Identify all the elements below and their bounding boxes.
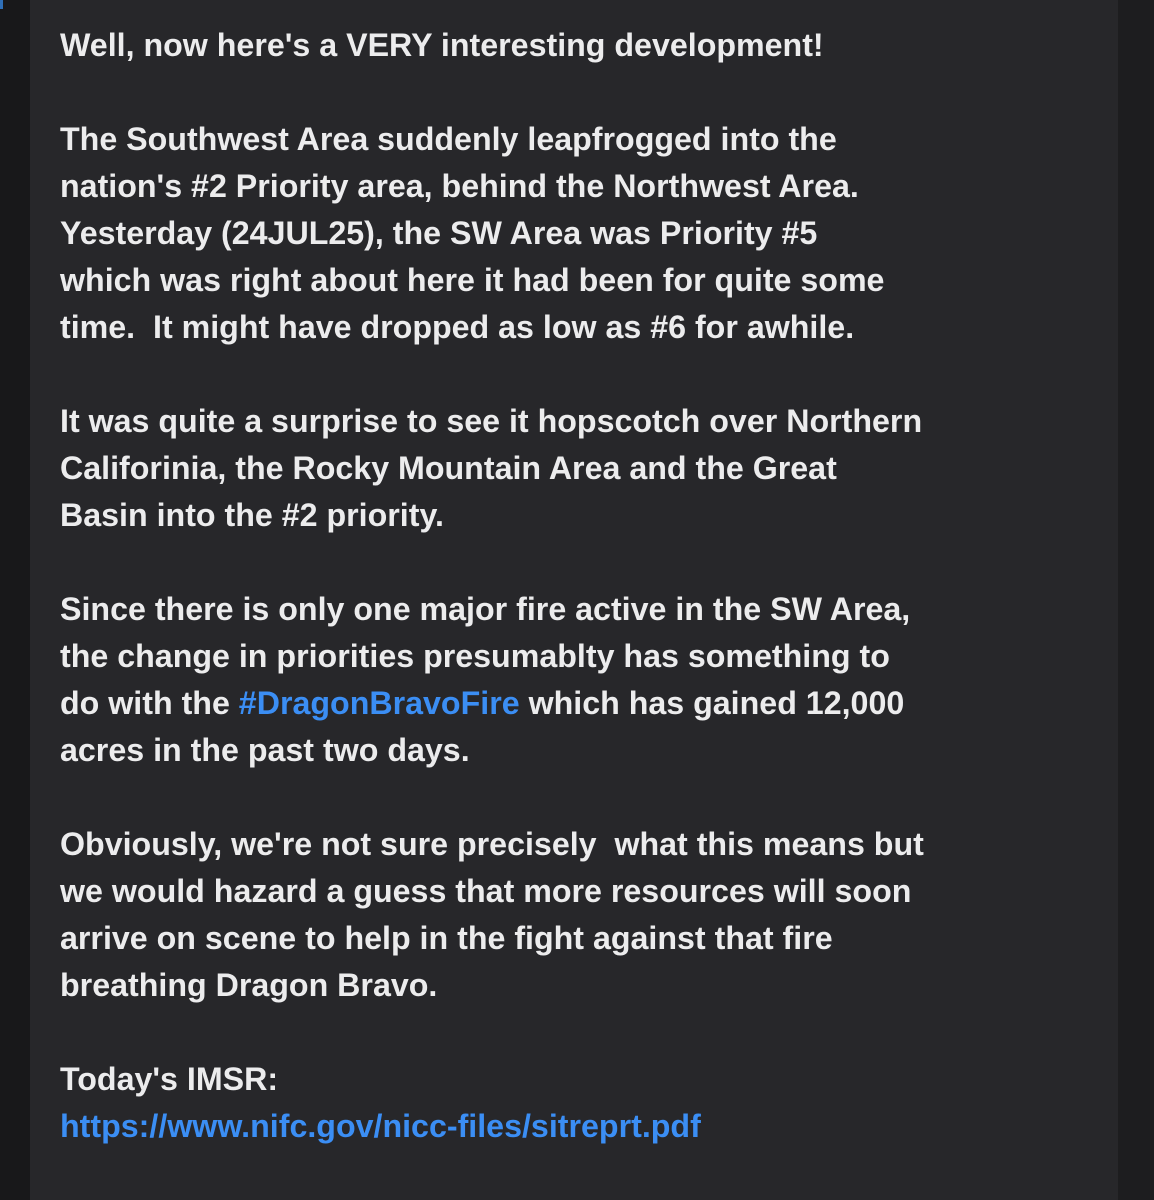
left-gutter [0,0,30,1200]
hashtag-link[interactable]: #DragonBravoFire [238,685,520,721]
text-segment: do with the [60,685,239,721]
right-gutter [1118,0,1154,1200]
text-line [60,304,1120,351]
text-line [60,821,1120,868]
text-segment: The Southwest Area suddenly leapfrogged into the [60,121,837,157]
text-segment: the change in priorities presumablty has something to [60,638,890,674]
text-segment: Basin into the #2 priority. [60,497,444,533]
imsr-url-link[interactable]: https://www.nifc.gov/nicc-files/sitreprt.pdf [60,1108,701,1144]
text-line [60,915,1120,962]
text-segment: which has gained 12,000 [519,685,905,721]
text-line [60,492,1120,539]
post-paragraph [60,586,1120,774]
text-segment: nation's #2 Priority area, behind the Northwest Area. [60,168,859,204]
text-segment: acres in the past two days. [60,732,470,768]
text-line [60,586,1120,633]
post-paragraph [60,1056,1120,1150]
text-segment: Well, now here's a VERY interesting development! [60,27,824,63]
post-paragraph [60,821,1120,1009]
text-line [60,116,1120,163]
post-paragraph [60,116,1120,351]
text-line [60,398,1120,445]
text-segment: arrive on scene to help in the fight against that fire [60,920,833,956]
text-line [60,257,1120,304]
text-segment: breathing Dragon Bravo. [60,967,438,1003]
text-line [60,727,1120,774]
text-segment: we would hazard a guess that more resources will soon [60,873,912,909]
text-line [60,210,1120,257]
post-body [60,22,1120,1197]
text-segment: Yesterday (24JUL25), the SW Area was Priority #5 [60,215,818,251]
text-line [60,962,1120,1009]
left-edge-marker [0,0,3,9]
text-segment: Califorinia, the Rocky Mountain Area and the Great [60,450,837,486]
text-line [60,163,1120,210]
text-segment: Today's IMSR: [60,1061,279,1097]
text-segment: which was right about here it had been for quite some [60,262,885,298]
post-paragraph [60,22,1120,69]
text-segment: Since there is only one major fire active in the SW Area, [60,591,911,627]
text-line [60,868,1120,915]
text-line [60,633,1120,680]
text-line [60,1103,1120,1150]
text-line [60,1056,1120,1103]
text-segment: time. It might have dropped as low as #6 for awhile. [60,309,855,345]
text-line [60,22,1120,69]
text-line [60,445,1120,492]
text-line [60,680,1120,727]
text-segment: It was quite a surprise to see it hopscotch over Northern [60,403,923,439]
post-paragraph [60,398,1120,539]
text-segment: Obviously, we're not sure precisely what this means but [60,826,924,862]
